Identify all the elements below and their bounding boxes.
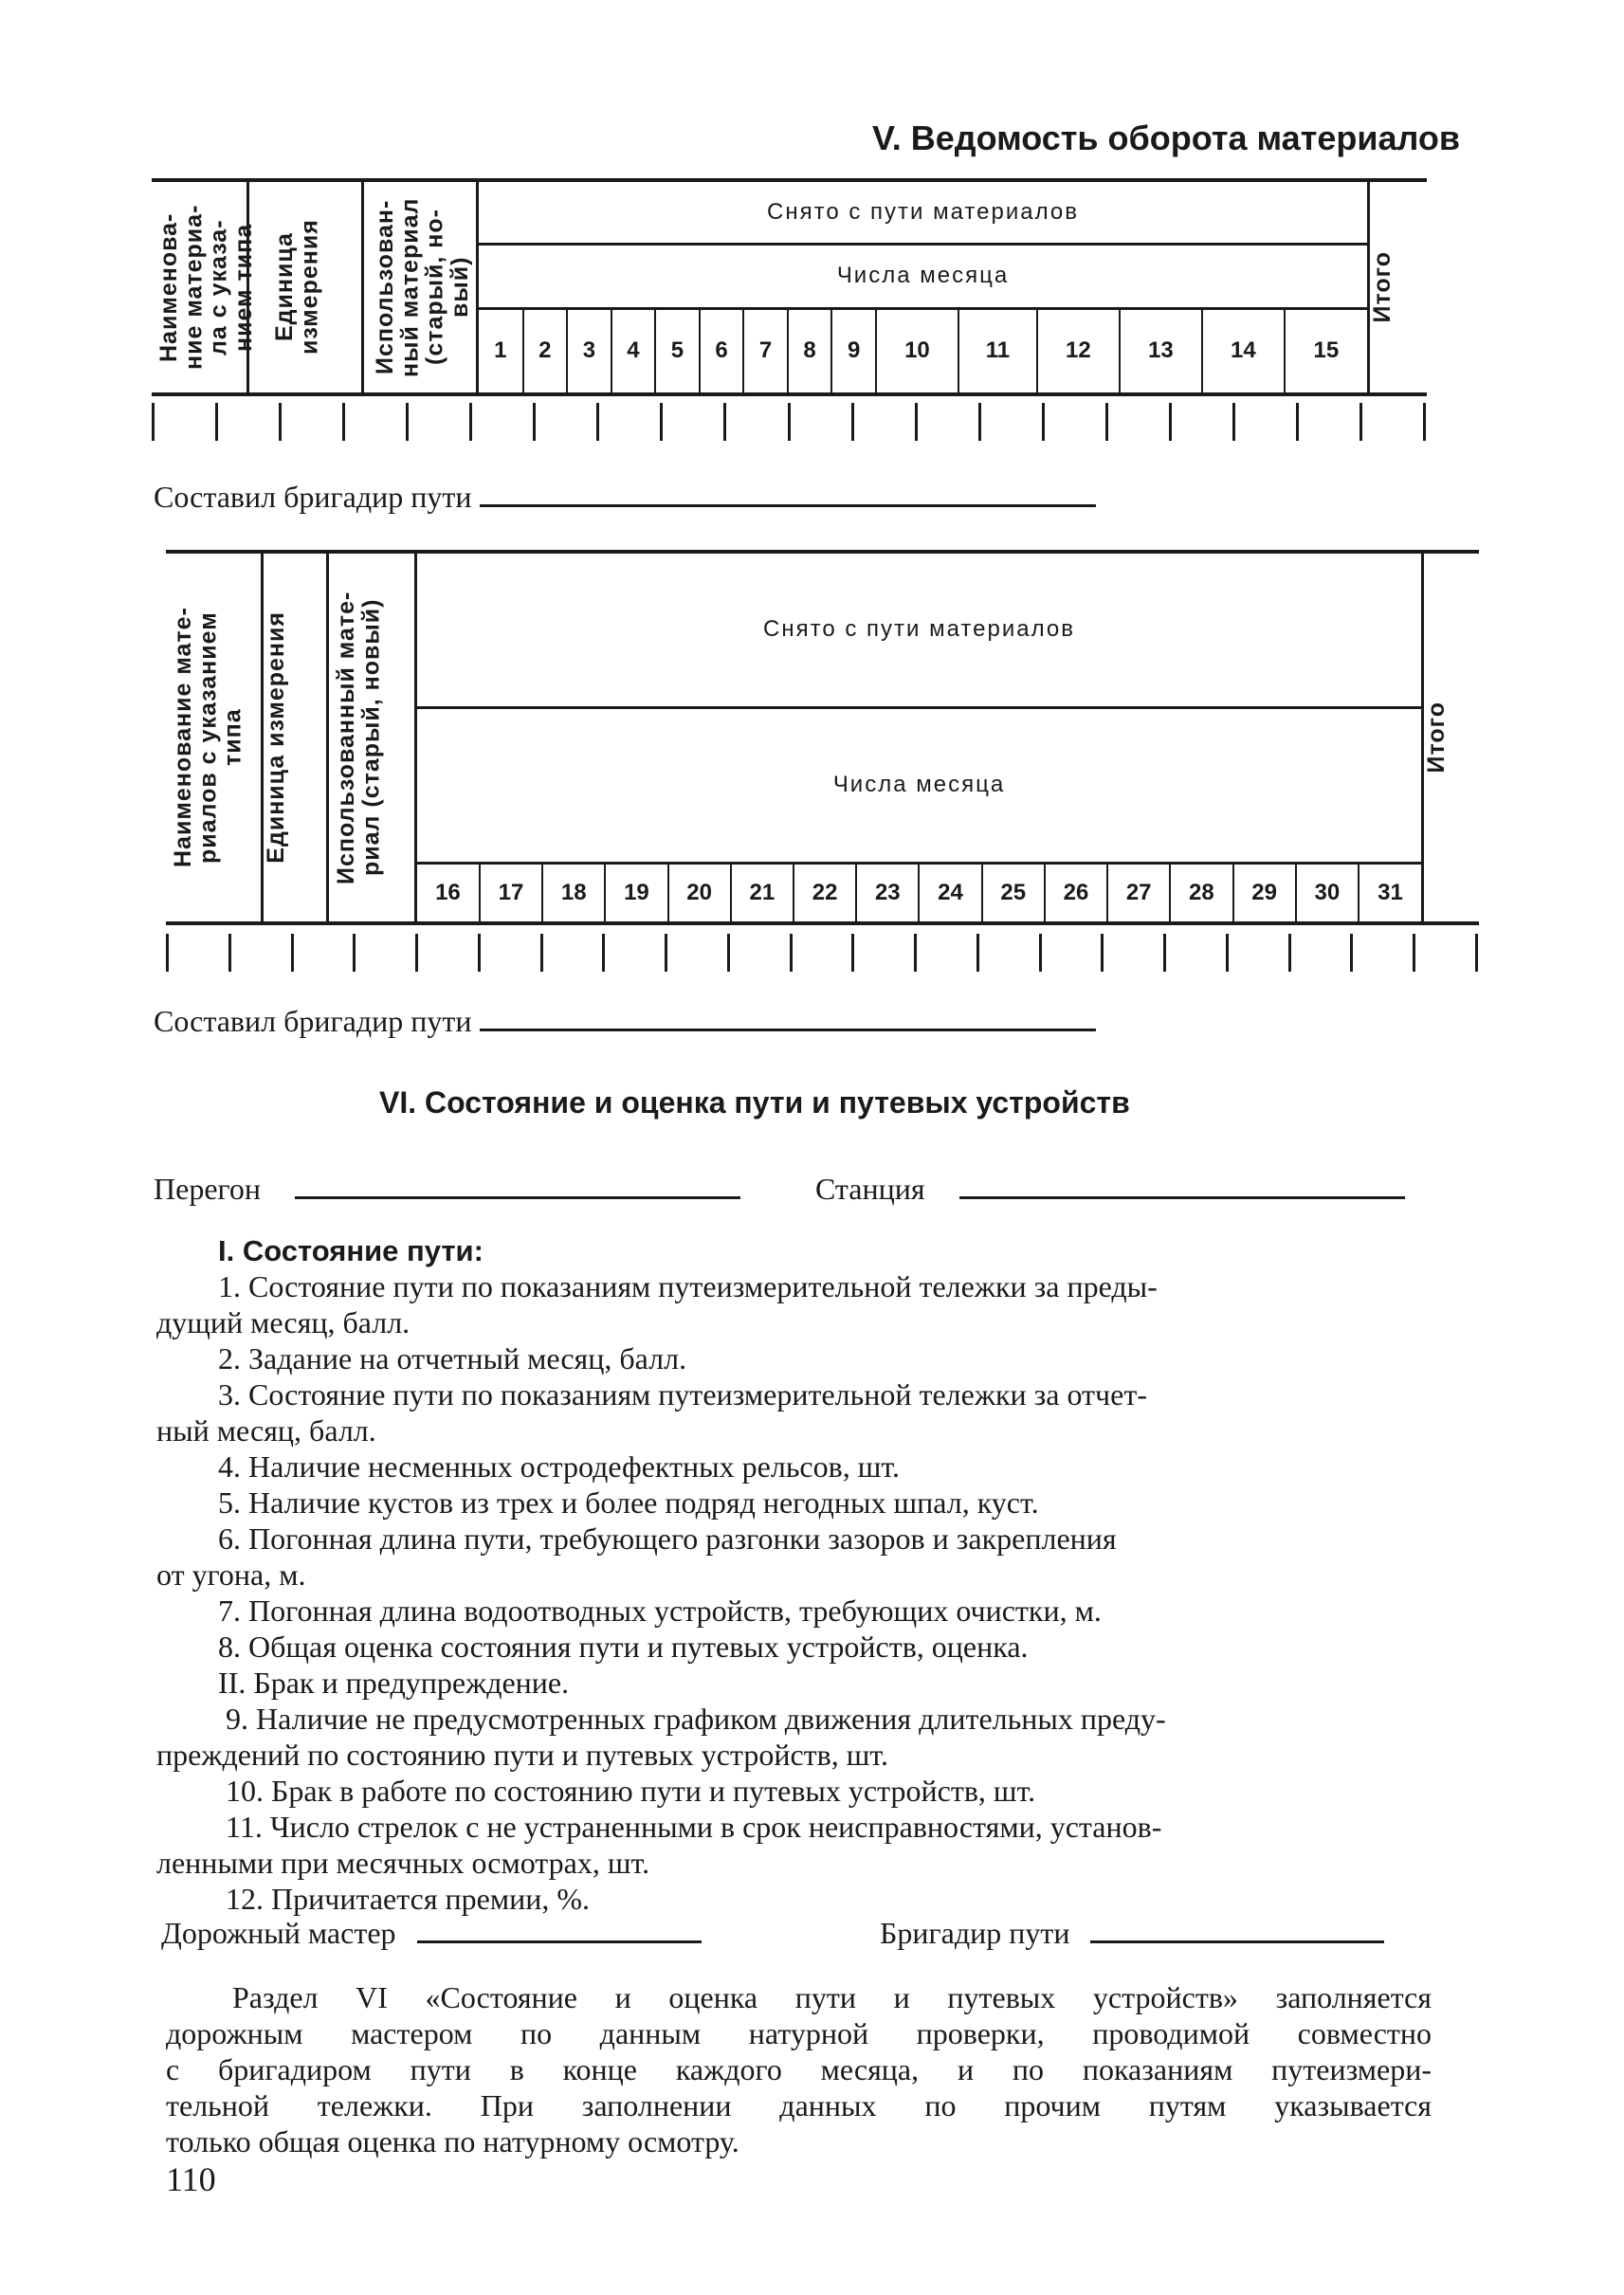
foreman-field[interactable] (1090, 1940, 1384, 1943)
t1-day-15: 15 (1285, 308, 1369, 392)
road-master-line (161, 1915, 702, 1951)
note-line: с бригадиром пути в конце каждого месяца, и по показаниям путеизмери- (166, 2052, 1432, 2086)
condition-item: 10. Брак в работе по состоянию пути и путевых устройств, шт. (226, 1774, 1036, 1808)
t2-day-23: 23 (856, 863, 919, 921)
t1-day-12: 12 (1037, 308, 1120, 392)
empty-cell-divider (1288, 934, 1291, 972)
note-line: Раздел VI «Состояние и оценка пути и путевых устройств» заполняется (232, 1980, 1432, 2014)
empty-cell-divider (166, 934, 169, 972)
t2-day-25: 25 (982, 863, 1045, 921)
empty-cell-divider (469, 403, 472, 441)
condition-item-continuation: ный месяц, балл. (156, 1413, 376, 1448)
total-header-1: Итого (1369, 182, 1428, 392)
materials-table-1 (152, 178, 1427, 396)
empty-cell-divider (723, 403, 726, 441)
col-unit-header-1: Единица измерения (248, 182, 363, 392)
t1-day-5: 5 (655, 308, 700, 392)
condition-item: 12. Причитается премии, %. (226, 1882, 591, 1916)
t2-day-29: 29 (1233, 863, 1296, 921)
signature-field-1[interactable] (480, 504, 1096, 507)
foreman-label: Бригадир пути (880, 1916, 1070, 1950)
empty-cell-divider (660, 403, 663, 441)
col-name-header-2: Наименование мате-риалов с указанием типа (166, 554, 263, 921)
empty-cell-divider (342, 403, 345, 441)
empty-cell-divider (978, 403, 981, 441)
empty-cell-divider (406, 403, 409, 441)
haul-label: Перегон (154, 1172, 261, 1206)
t1-day-8: 8 (788, 308, 832, 392)
empty-cell-divider (533, 403, 536, 441)
signature-field-2[interactable] (480, 1029, 1096, 1031)
empty-cell-divider (914, 934, 917, 972)
empty-cell-divider (279, 403, 282, 441)
section-vi-title: VI. Состояние и оценка пути и путевых устройств (379, 1085, 1130, 1120)
empty-cell-divider (291, 934, 294, 972)
t2-day-27: 27 (1107, 863, 1170, 921)
condition-item: 11. Число стрелок с не устраненными в срок неисправностями, установ- (226, 1810, 1162, 1844)
condition-item: 9. Наличие не предусмотренных графиком движения длительных преду- (226, 1702, 1166, 1736)
col-name-header-1: Наименова-ние материа-ла с указа-нием типа (152, 182, 248, 392)
condition-item: 1. Состояние пути по показаниям путеизмерительной тележки за преды- (218, 1269, 1158, 1303)
track-condition-subtitle: I. Состояние пути: (218, 1234, 484, 1267)
col-used-header-2: Использованный мате-риал (старый, новый) (328, 554, 416, 921)
empty-cell-divider (1105, 403, 1108, 441)
t1-day-10: 10 (876, 308, 958, 392)
t1-day-9: 9 (831, 308, 876, 392)
t1-day-4: 4 (611, 308, 656, 392)
col-unit-header-2: Единица измерения (263, 554, 328, 921)
empty-cell-divider (215, 403, 218, 441)
empty-cell-divider (353, 934, 356, 972)
empty-cell-divider (1359, 403, 1362, 441)
empty-cell-divider (727, 934, 730, 972)
t1-day-2: 2 (523, 308, 568, 392)
foreman-line (880, 1915, 1384, 1951)
condition-item: 5. Наличие кустов из трех и более подряд негодных шпал, куст. (218, 1485, 1039, 1520)
signature-label-2: Составил бригадир пути (154, 1004, 472, 1038)
total-header-2: Итого (1423, 554, 1480, 921)
empty-cell-divider (1163, 934, 1166, 972)
empty-cell-divider (1423, 403, 1426, 441)
signature-line-2 (154, 1003, 1096, 1039)
t1-day-3: 3 (567, 308, 611, 392)
t1-day-11: 11 (958, 308, 1037, 392)
empty-cell-divider (1232, 403, 1235, 441)
empty-cell-divider (1101, 934, 1104, 972)
t1-day-6: 6 (700, 308, 744, 392)
days-header-2: Числа месяца (416, 707, 1423, 863)
empty-cell-divider (228, 934, 231, 972)
haul-field[interactable] (295, 1196, 740, 1199)
t2-day-20: 20 (668, 863, 731, 921)
road-master-label: Дорожный мастер (161, 1916, 396, 1950)
materials-table-2 (166, 550, 1479, 925)
t2-day-26: 26 (1045, 863, 1107, 921)
empty-cell-divider (1042, 403, 1045, 441)
empty-cell-divider (152, 403, 155, 441)
removed-header-2: Снято с пути материалов (416, 554, 1423, 707)
empty-cell-divider (1296, 403, 1299, 441)
section-v-title: V. Ведомость оборота материалов (872, 118, 1460, 157)
condition-item-continuation: ленными при месячных осмотрах, шт. (156, 1846, 650, 1880)
t1-day-13: 13 (1120, 308, 1202, 392)
empty-cell-divider (415, 934, 418, 972)
t1-day-7: 7 (743, 308, 788, 392)
station-label: Станция (815, 1172, 925, 1206)
empty-cell-divider (478, 934, 481, 972)
empty-cell-divider (1413, 934, 1415, 972)
t2-day-16: 16 (416, 863, 480, 921)
condition-item: 7. Погонная длина водоотводных устройств, требующих очистки, м. (218, 1594, 1102, 1628)
t2-day-24: 24 (919, 863, 981, 921)
t1-day-14: 14 (1202, 308, 1285, 392)
t2-day-17: 17 (480, 863, 542, 921)
road-master-field[interactable] (417, 1940, 702, 1943)
condition-item-continuation: преждений по состоянию пути и путевых устройств, шт. (156, 1738, 888, 1772)
t2-day-18: 18 (542, 863, 605, 921)
condition-item: 6. Погонная длина пути, требующего разгонки зазоров и закрепления (218, 1521, 1117, 1556)
t2-day-30: 30 (1296, 863, 1359, 921)
condition-item: 4. Наличие несменных остродефектных рельсов, шт. (218, 1449, 900, 1484)
station-field[interactable] (959, 1196, 1405, 1199)
page-number: 110 (166, 2160, 216, 2198)
t2-day-22: 22 (794, 863, 856, 921)
condition-item: 2. Задание на отчетный месяц, балл. (218, 1341, 687, 1375)
haul-line (154, 1171, 740, 1207)
days-header-1: Числа месяца (478, 245, 1369, 309)
removed-header-1: Снято с пути материалов (478, 182, 1369, 245)
condition-item: II. Брак и предупреждение. (218, 1666, 570, 1700)
condition-item: 3. Состояние пути по показаниям путеизмерительной тележки за отчет- (218, 1377, 1147, 1412)
empty-cell-divider (1350, 934, 1353, 972)
condition-item-continuation: дущий месяц, балл. (156, 1305, 411, 1339)
condition-item: 8. Общая оценка состояния пути и путевых устройств, оценка. (218, 1630, 1029, 1664)
note-line: дорожным мастером по данным натурной проверки, проводимой совместно (166, 2016, 1432, 2050)
signature-line-1 (154, 479, 1096, 515)
t2-day-31: 31 (1359, 863, 1423, 921)
t1-day-1: 1 (478, 308, 523, 392)
empty-cell-divider (851, 934, 854, 972)
empty-cell-divider (1226, 934, 1229, 972)
signature-label-1: Составил бригадир пути (154, 480, 472, 514)
empty-cell-divider (1169, 403, 1172, 441)
empty-cell-divider (1475, 934, 1478, 972)
empty-cell-divider (851, 403, 854, 441)
condition-item-continuation: от угона, м. (156, 1557, 306, 1592)
empty-cell-divider (976, 934, 979, 972)
t2-day-21: 21 (731, 863, 794, 921)
station-line (815, 1171, 1405, 1207)
t2-day-19: 19 (605, 863, 667, 921)
empty-cell-divider (790, 934, 793, 972)
empty-cell-divider (788, 403, 791, 441)
empty-cell-divider (915, 403, 918, 441)
empty-cell-divider (1039, 934, 1042, 972)
table-1-empty-row (152, 403, 1427, 441)
table-2-empty-row (166, 934, 1479, 972)
empty-cell-divider (665, 934, 667, 972)
note-line: тельной тележки. При заполнении данных по прочим путям указывается (166, 2088, 1432, 2122)
t2-day-28: 28 (1170, 863, 1232, 921)
empty-cell-divider (596, 403, 599, 441)
col-used-header-1: Использован-ный материал (старый, но-вый) (363, 182, 478, 392)
note-line: только общая оценка по натурному осмотру. (166, 2124, 739, 2158)
empty-cell-divider (602, 934, 605, 972)
empty-cell-divider (540, 934, 543, 972)
